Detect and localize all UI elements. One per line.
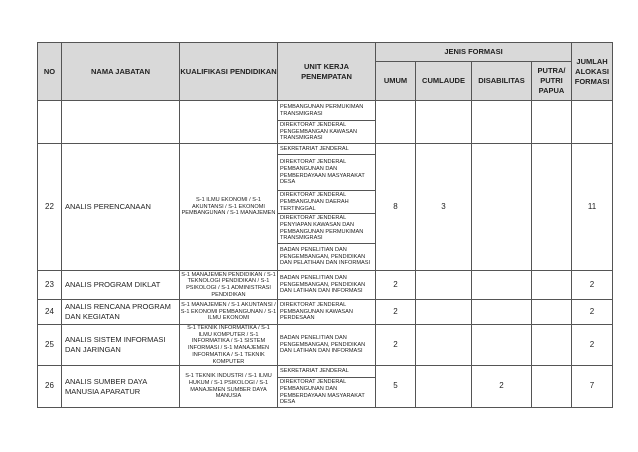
cell-disabilitas [472, 101, 532, 144]
cell-umum [376, 101, 416, 144]
count-papua [532, 271, 572, 300]
cell-jumlah [572, 101, 613, 144]
header-papua: PUTRA/ PUTRI PAPUA [532, 62, 572, 101]
count-papua [532, 300, 572, 325]
row-number: 23 [38, 271, 62, 300]
count-papua [532, 325, 572, 366]
header-umum: UMUM [376, 62, 416, 101]
header-kualifikasi: KUALIFIKASI PENDIDIKAN [180, 43, 278, 101]
count-disabilitas [472, 271, 532, 300]
count-cumlaude: 3 [416, 144, 472, 271]
count-cumlaude [416, 325, 472, 366]
count-cumlaude [416, 300, 472, 325]
header-jenis-formasi: JENIS FORMASI [376, 43, 572, 62]
header-jumlah: JUMLAH ALOKASI FORMASI [572, 43, 613, 101]
count-jumlah: 11 [572, 144, 613, 271]
header-no: NO [38, 43, 62, 101]
job-title: ANALIS PROGRAM DIKLAT [62, 271, 180, 300]
cell-papua [532, 101, 572, 144]
count-umum: 2 [376, 300, 416, 325]
qualification: S-1 MANAJEMEN / S-1 AKUNTANSI / S-1 EKONOMI PEMBANGUNAN / S-1 ILMU EKONOMI [180, 300, 278, 325]
qualification: S-1 ILMU EKONOMI / S-1 AKUNTANSI / S-1 EKONOMI PEMBANGUNAN / S-1 MANAJEMEN [180, 144, 278, 271]
count-papua [532, 144, 572, 271]
work-unit: DIREKTORAT JENDERAL PENYIAPAN KAWASAN DAN PEMBANGUNAN PERMUKIMAN TRANSMIGRASI [278, 214, 376, 244]
header-nama-jabatan: NAMA JABATAN [62, 43, 180, 101]
count-umum: 8 [376, 144, 416, 271]
count-disabilitas: 2 [472, 366, 532, 408]
cell-nama [62, 101, 180, 144]
count-jumlah: 2 [572, 325, 613, 366]
cell-unit: PEMBANGUNAN PERMUKIMAN TRANSMIGRASI [278, 101, 376, 121]
count-jumlah: 2 [572, 271, 613, 300]
header-unit-kerja: UNIT KERJA PENEMPATAN [278, 43, 376, 101]
count-disabilitas [472, 144, 532, 271]
work-unit: SEKRETARIAT JENDERAL [278, 144, 376, 155]
cell-no [38, 101, 62, 144]
formasi-table [37, 42, 613, 408]
qualification: S-1 TEKNIK INDUSTRI / S-1 ILMU HUKUM / S-1 PSIKOLOGI / S-1 MANAJEMEN SUMBER DAYA MANUSIA [180, 366, 278, 408]
count-umum: 5 [376, 366, 416, 408]
count-disabilitas [472, 300, 532, 325]
qualification: S-1 TEKNIK INFORMATIKA / S-1 ILMU KOMPUTER / S-1 INFORMATIKA / S-1 SISTEM INFORMASI / S-1 MANAJEMEN INFORMATIKA / S-1 TEKNIK KOMPUTER [180, 325, 278, 366]
qualification: S-1 MANAJEMEN PENDIDIKAN / S-1 TEKNOLOGI PENDIDIKAN / S-1 PSIKOLOGI / S-1 ADMINISTRASI PENDIDIKAN [181, 271, 276, 298]
cell-kualifikasi [180, 101, 278, 144]
row-number: 26 [38, 366, 62, 408]
count-jumlah: 7 [572, 366, 613, 408]
row-number: 24 [38, 300, 62, 325]
work-unit: BADAN PENELITIAN DAN PENGEMBANGAN, PENDIDIKAN DAN LATIHAN DAN INFORMASI [278, 325, 376, 366]
job-title: ANALIS SUMBER DAYA MANUSIA APARATUR [62, 366, 180, 408]
table-row [38, 300, 613, 325]
work-unit: DIREKTORAT JENDERAL PEMBANGUNAN DAN PEMBERDAYAAN MASYARAKAT DESA [278, 155, 376, 191]
header-cumlaude: CUMLAUDE [416, 62, 472, 101]
row-number: 25 [38, 325, 62, 366]
header-disabilitas: DISABILITAS [472, 62, 532, 101]
count-cumlaude [416, 366, 472, 408]
table-row-continued [38, 101, 613, 121]
job-title: ANALIS SISTEM INFORMASI DAN JARINGAN [62, 325, 180, 366]
cell-cumlaude [416, 101, 472, 144]
table-row [38, 144, 613, 155]
count-disabilitas [472, 325, 532, 366]
job-title: ANALIS RENCANA PROGRAM DAN KEGIATAN [62, 300, 180, 325]
count-cumlaude [416, 271, 472, 300]
work-unit: BADAN PENELITIAN DAN PENGEMBANGAN, PENDIDIKAN DAN LATIHAN DAN INFORMASI [278, 271, 376, 300]
job-title: ANALIS PERENCANAAN [62, 144, 180, 271]
row-number: 22 [38, 144, 62, 271]
work-unit: SEKRETARIAT JENDERAL [278, 366, 376, 378]
count-papua [532, 366, 572, 408]
work-unit: DIREKTORAT JENDERAL PEMBANGUNAN KAWASAN PERDESAAN [278, 300, 376, 325]
table-body [38, 101, 613, 408]
cell-unit: DIREKTORAT JENDERAL PENGEMBANGAN KAWASAN TRANSMIGRASI [278, 121, 376, 144]
count-jumlah: 2 [572, 300, 613, 325]
table-row [38, 325, 613, 366]
count-umum: 2 [376, 325, 416, 366]
work-unit: DIREKTORAT JENDERAL PEMBANGUNAN DAERAH TERTINGGAL [278, 191, 376, 214]
work-unit: BADAN PENELITIAN DAN PENGEMBANGAN, PENDIDIKAN DAN PELATIHAN DAN INFORMASI [278, 244, 376, 271]
table-row [38, 366, 613, 378]
count-umum: 2 [376, 271, 416, 300]
work-unit: DIREKTORAT JENDERAL PEMBANGUNAN DAN PEMBERDAYAAN MASYARAKAT DESA [278, 378, 376, 408]
table-row [38, 271, 613, 300]
